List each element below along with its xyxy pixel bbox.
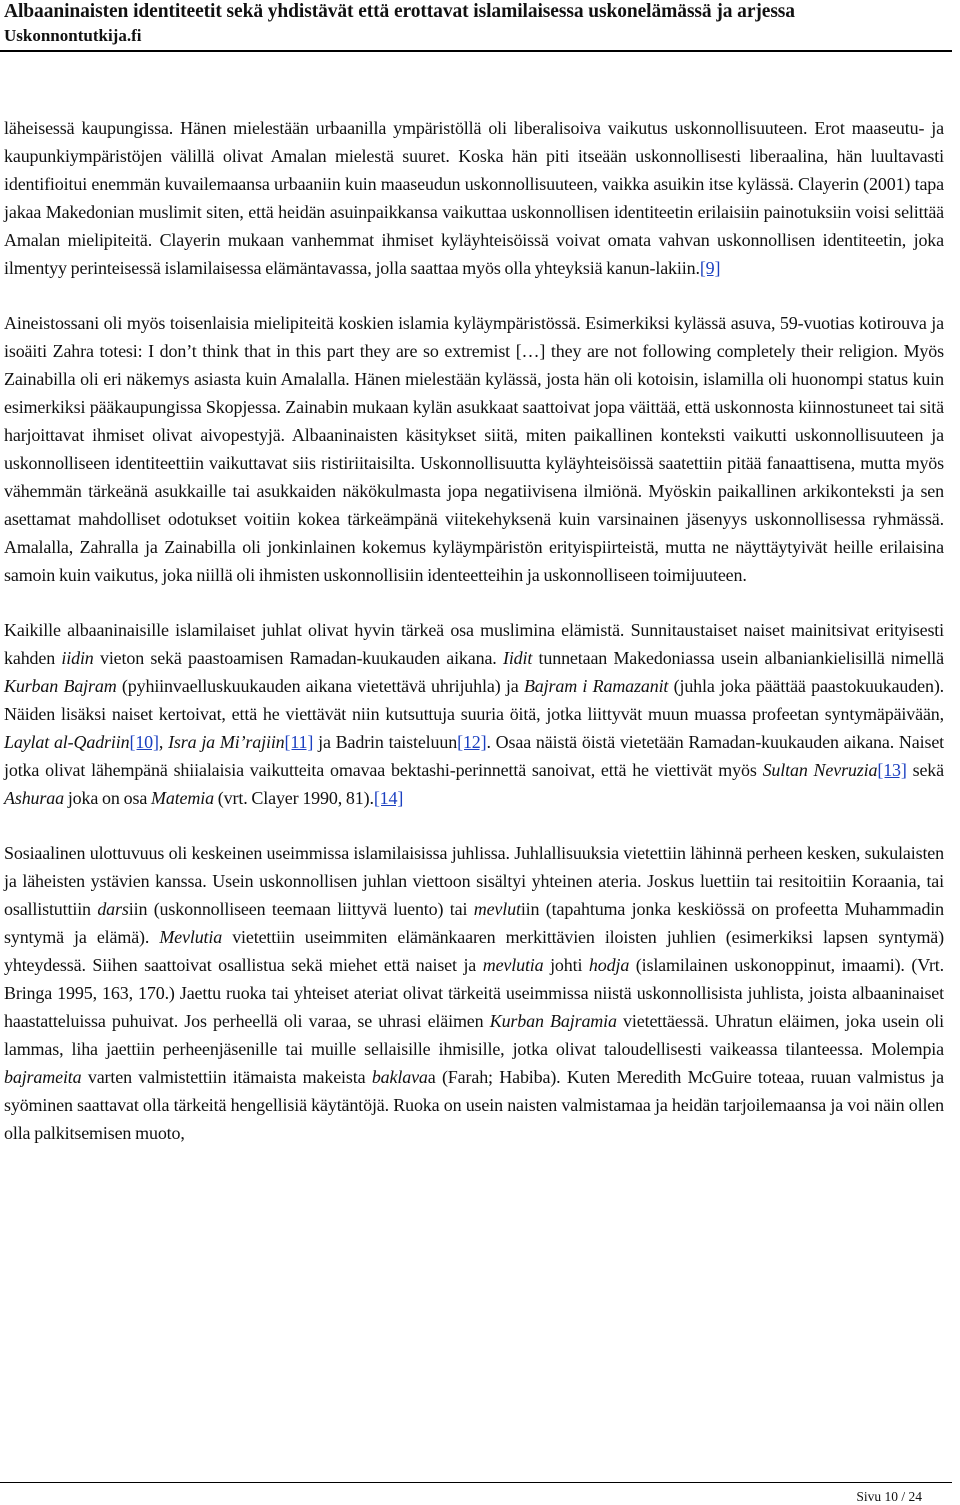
italic-term: bajrameita — [4, 1067, 82, 1087]
paragraph-text: ja Badrin taisteluun — [313, 732, 458, 752]
paragraph-text: (juhla joka päättää paastokuukauden). Näiden lisäksi naiset kertoivat, että he viettävät niin kutsuttuja suuria öitä, jotka liittyvät muun muassa profeetan syntymäpäivään, — [4, 676, 945, 724]
paragraph-text: Kaikille albaaninaisille islamilaiset juhlat olivat hyvin tärkeä osa muslimina elämistä. Sunnitaustaiset naiset mainitsivat erityisesti kahden — [4, 620, 944, 668]
page-number: Sivu 10 / 24 — [856, 1489, 922, 1504]
paragraph — [4, 839, 944, 1147]
footnote-link[interactable]: [9] — [699, 258, 721, 278]
paragraph-text: varten valmistettiin itämaista makeista — [81, 1067, 372, 1087]
paragraph-text: Sosiaalinen ulottuvuus oli keskeinen useimmissa islamilaisissa juhlissa. Juhlallisuuksia vietettiin lähinnä perheen kesken, sukulaisten ja läheisten ystävien kanssa. Usein uskonnollisen juhlan viettoon sisältyi yhteinen ateria. Joskus luettiin tai resitoitiin Koraania, tai osallistuttiin — [4, 843, 944, 919]
italic-term: Kurban Bajram — [4, 676, 117, 696]
italic-term: hodja — [588, 955, 630, 975]
footnote-link[interactable]: [11] — [284, 732, 314, 752]
italic-term: Sultan Nevruzia — [762, 760, 878, 780]
italic-term: baklava — [371, 1067, 428, 1087]
italic-term: mevlutia — [482, 955, 544, 975]
paragraph — [4, 616, 944, 812]
paragraph-text: läheisessä kaupungissa. Hänen mielestään urbaanilla ympäristöllä oli liberalisoiva vaikutus uskonnollisuuteen. Erot maaseutu- ja kaupunkiympäristöjen välillä olivat Amalan mielestä suuret. Koska hän piti itseään uskonnollisesti liberaalina, hän luultavasti identifioitui enemmän kuvailemaansa urbaaniin kuin maaseudun uskonnollisuuteen, vaikka asuikin itse kylässä. Clayerin (2001) tapa jakaa Makedonian muslimit siten, että heidän asuinpaikkansa vaikuttaa uskonnollisen identiteetin erilaisiin painotuksiin voisi selittää Amalan mielipiteitä. Clayerin mukaan vanhemmat ihmiset kyläyhteisöissä voivat omata vahvan uskonnollisen identiteetin, joka ilmentyy perinteisessä islamilaisessa elämäntavassa, jolla saattaa myös olla yhteyksiä kanun-lakiin. — [4, 118, 944, 278]
paragraph-text: vieton sekä paastoamisen Ramadan-kuukauden aikana. — [93, 648, 503, 668]
paragraph-text: (islamilainen uskonoppinut, imaami). (Vrt. Bringa 1995, 163, 170.) Jaettu ruoka tai yhteiset ateriat olivat tärkeitä useimmissa niistä uskonnollisista juhlista, joista albaaninaiset haastatteluissa puhuivat. Jos perheellä oli varaa, se uhrasi eläimen — [4, 955, 945, 1031]
paragraph-text: vietettäessä. Uhratun eläimen, joka usein oli lammas, liha jaettiin perheenjäsenille tai muille sellaisille ihmisille, jotka olivat taloudellisesti vaikeassa tilanteessa. Molempia — [4, 1011, 944, 1059]
footnote-link[interactable]: [10] — [129, 732, 159, 752]
footnote-link[interactable]: [14] — [373, 788, 404, 808]
footnote-link[interactable]: [13] — [877, 760, 907, 780]
page-footer — [0, 1482, 952, 1505]
paragraph-text: iin (tapahtuma jonka keskiössä on profeetta Muhammadin syntymä ja elämä). — [4, 899, 944, 947]
italic-term: iidin — [61, 648, 94, 668]
article-body — [4, 114, 944, 1174]
paragraph-text: vietettiin useimmiten elämänkaaren merkittävien iloisten juhlien (esimerkiksi lapsen syntymä) yhteydessä. Siihen saattoivat osallistua sekä miehet että naiset ja — [4, 927, 944, 975]
footnote-link[interactable]: [12] — [457, 732, 487, 752]
italic-term: Bajram i Ramazanit — [523, 676, 669, 696]
document-header — [0, 0, 952, 52]
italic-term: Matemia — [151, 788, 214, 808]
italic-term: Laylat al-Qadriin — [4, 732, 130, 752]
italic-term: dars — [97, 899, 129, 919]
paragraph-text: . Osaa näistä öistä vietetään Ramadan-kuukauden aikana. Naiset jotka olivat lähempänä shiialaisia vaikutteita omavaa bektashi-perinnettä sanoivat, että he viettivät myös — [4, 732, 945, 780]
italic-term: Iidit — [502, 648, 533, 668]
paragraph-text: tunnetaan Makedoniassa usein albaniankielisillä nimellä — [532, 648, 944, 668]
paragraph-text: a (Farah; Habiba). Kuten Meredith McGuire toteaa, ruuan valmistus ja syöminen saattavat olla tärkeitä hengellisiä käytäntöjä. Ruoka on usein naisten valmistamaa ja heidän tarjoilemaansa ja voi näin ollen olla palkitsemisen muoto, — [4, 1067, 944, 1143]
paragraph-text: , — [158, 732, 169, 752]
paragraph-text: (vrt. Clayer 1990, 81). — [213, 788, 374, 808]
paragraph — [4, 114, 944, 282]
paragraph — [4, 309, 944, 589]
paragraph-text: iin (uskonnolliseen teemaan liittyvä luento) tai — [128, 899, 474, 919]
site-name: Uskonnontutkija.fi — [4, 26, 142, 45]
paragraph-text: sekä — [906, 760, 944, 780]
document-title: Albaaninaisten identiteetit sekä yhdistävät että erottavat islamilaisessa uskonelämässä ja arjessa — [4, 1, 795, 22]
paragraph-text: johti — [543, 955, 589, 975]
italic-term: Kurban Bajramia — [489, 1011, 617, 1031]
italic-term: mevlut — [473, 899, 521, 919]
paragraph-text: (pyhiinvaelluskuukauden aikana vietettävä uhrijuhla) ja — [116, 676, 524, 696]
italic-term: Ashuraa — [4, 788, 64, 808]
paragraph-text: joka on osa — [63, 788, 152, 808]
paragraph-text: Aineistossani oli myös toisenlaisia mielipiteitä koskien islamia kyläympäristössä. Esimerkiksi kylässä asuva, 59-vuotias kotirouva ja isoäiti Zahra totesi: I don’t think that in this part they are so extremist […] they are not following completely their religion. Myös Zainabilla oli eri näkemys asiasta kuin Amalalla. Hänen mielestään kylässä, josta hän oli kotoisin, islamilla oli huonompi status kuin esimerkiksi pääkaupungissa Skopjessa. Zainabin mukaan kylän asukkaat saattoivat jopa väittää, että uskonnosta kiinnostuneet tai sitä harjoittavat ihmiset olivat aivopestyjä. Albaaninaisten käsitykset siitä, miten paikallinen konteksti vaikutti uskonnollisuuteen ja uskonnolliseen identiteettiin vaikuttavat siis ristiriitaisilta. Uskonnollisuutta kyläyhteisöissä saatettiin pitää fanaattisena, mutta myös vähemmän tärkeänä asukkaille tai asukkaiden näkökulmasta jopa negatiivisena ilmiönä. Myöskin paikallinen arkikonteksti ja sen asettamat mahdolliset odotukset voitiin kokea tärkeämpänä viitekehyksenä kuin varsinainen jäsenyys uskonnollisessa ryhmässä. Amalalla, Zahralla ja Zainabilla oli jonkinlainen kokemus kyläympäristön erityispiirteistä, mutta ne näyttäytyivät heille erilaisina samoin kuin vaikutus, joka niillä oli ihmisten uskonnollisiin identeetteihin ja uskonnolliseen toimijuuteen. — [4, 313, 944, 585]
italic-term: Isra ja Mi’rajiin — [168, 732, 285, 752]
italic-term: Mevlutia — [159, 927, 223, 947]
